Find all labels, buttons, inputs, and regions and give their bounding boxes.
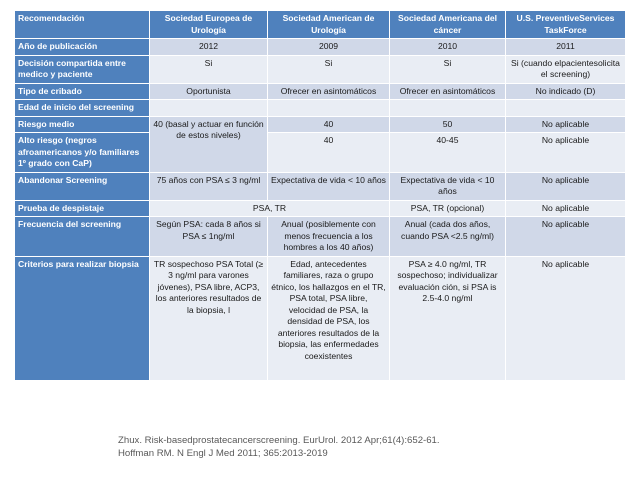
row-medium-risk xyxy=(15,116,626,133)
cell-acs: Ofrecer en asintomáticos xyxy=(390,83,506,100)
cell-aua: Si xyxy=(268,55,390,83)
cell-eau: 75 años con PSA ≤ 3 ng/ml xyxy=(150,172,268,200)
cell-acs: PSA ≥ 4.0 ng/ml, TR sospechoso; individualizar evaluación ción, si PSA is 2.5-4.0 ng/ml xyxy=(390,256,506,380)
cell-acs: Expectativa de vida < 10 años xyxy=(390,172,506,200)
cell-acs: 50 xyxy=(390,116,506,133)
cell-uspstf: No aplicable xyxy=(506,256,626,380)
cell-eau: Si xyxy=(150,55,268,83)
cell-uspstf: 2011 xyxy=(506,39,626,56)
cell-eau xyxy=(150,100,268,117)
cell-aua: 40 xyxy=(268,116,390,133)
cell-uspstf: No aplicable xyxy=(506,217,626,257)
row-high-risk xyxy=(15,133,626,173)
references xyxy=(118,434,618,460)
row-label: Riesgo medio xyxy=(15,116,150,133)
row-label: Frecuencia del screening xyxy=(15,217,150,257)
cell-aua: Ofrecer en asintomáticos xyxy=(268,83,390,100)
row-label: Criterios para realizar biopsia xyxy=(15,256,150,380)
row-label: Año de publicación xyxy=(15,39,150,56)
cell-acs xyxy=(390,100,506,117)
cell-eau: Según PSA: cada 8 años si PSA ≤ 1ng/ml xyxy=(150,217,268,257)
cell-acs: 2010 xyxy=(390,39,506,56)
cell-uspstf: No indicado (D) xyxy=(506,83,626,100)
header-eau: Sociedad Europea de Urología xyxy=(150,11,268,39)
cell-uspstf: Si (cuando elpacientesolicita el screening) xyxy=(506,55,626,83)
header-row xyxy=(15,11,626,39)
cell-uspstf xyxy=(506,100,626,117)
cell-aua: 40 xyxy=(268,133,390,173)
cell-eau-aua: PSA, TR xyxy=(150,200,390,217)
cell-aua xyxy=(268,100,390,117)
row-label: Alto riesgo (negros afroamericanos y/o familiares 1º grado con CaP) xyxy=(15,133,150,173)
cell-acs: PSA, TR (opcional) xyxy=(390,200,506,217)
cell-eau: 2012 xyxy=(150,39,268,56)
cell-eau: 40 (basal y actuar en función de estos niveles) xyxy=(150,116,268,172)
cell-aua: Edad, antecedentes familiares, raza o grupo étnico, los hallazgos en el TR, PSA total, PSA libre, velocidad de PSA, la densidad de PSA, los anteriores resultados de la biopsia, las enfermedades coexistentes xyxy=(268,256,390,380)
row-label: Tipo de cribado xyxy=(15,83,150,100)
row-biopsy xyxy=(15,256,626,380)
cell-uspstf: No aplicable xyxy=(506,172,626,200)
row-label: Decisión compartida entre medico y paciente xyxy=(15,55,150,83)
row-start-age xyxy=(15,100,626,117)
cell-eau: Oportunista xyxy=(150,83,268,100)
recommendations-table xyxy=(14,10,626,381)
row-shared-decision xyxy=(15,55,626,83)
row-frequency xyxy=(15,217,626,257)
reference-hoffman: Hoffman RM. N Engl J Med 2011; 365:2013-2019 xyxy=(118,448,328,459)
row-stop-screening xyxy=(15,172,626,200)
row-year xyxy=(15,39,626,56)
header-recomendacion: Recomendación xyxy=(15,11,150,39)
row-test xyxy=(15,200,626,217)
row-label: Abandonar Screening xyxy=(15,172,150,200)
header-uspstf: U.S. PreventiveServices TaskForce xyxy=(506,11,626,39)
cell-uspstf: No aplicable xyxy=(506,200,626,217)
row-label: Edad de inicio del screening xyxy=(15,100,150,117)
header-aua: Sociedad American de Urología xyxy=(268,11,390,39)
header-acs: Sociedad Americana del cáncer xyxy=(390,11,506,39)
cell-acs: Si xyxy=(390,55,506,83)
cell-uspstf: No aplicable xyxy=(506,133,626,173)
cell-acs: 40-45 xyxy=(390,133,506,173)
reference-zhu: Zhux. Risk-basedprostatecancerscreening. EurUrol. 2012 Apr;61(4):652-61. xyxy=(118,435,440,446)
cell-uspstf: No aplicable xyxy=(506,116,626,133)
row-label: Prueba de despistaje xyxy=(15,200,150,217)
cell-eau: TR sospechoso PSA Total (≥ 3 ng/ml para varones jóvenes), PSA libre, ACP3, los anteriores resultados de la biopsia, l xyxy=(150,256,268,380)
row-screening-type xyxy=(15,83,626,100)
cell-acs: Anual (cada dos años, cuando PSA <2.5 ng/ml) xyxy=(390,217,506,257)
cell-aua: 2009 xyxy=(268,39,390,56)
cell-aua: Expectativa de vida < 10 años xyxy=(268,172,390,200)
cell-aua: Anual (posiblemente con menos frecuencia a los hombres a los 40 años) xyxy=(268,217,390,257)
